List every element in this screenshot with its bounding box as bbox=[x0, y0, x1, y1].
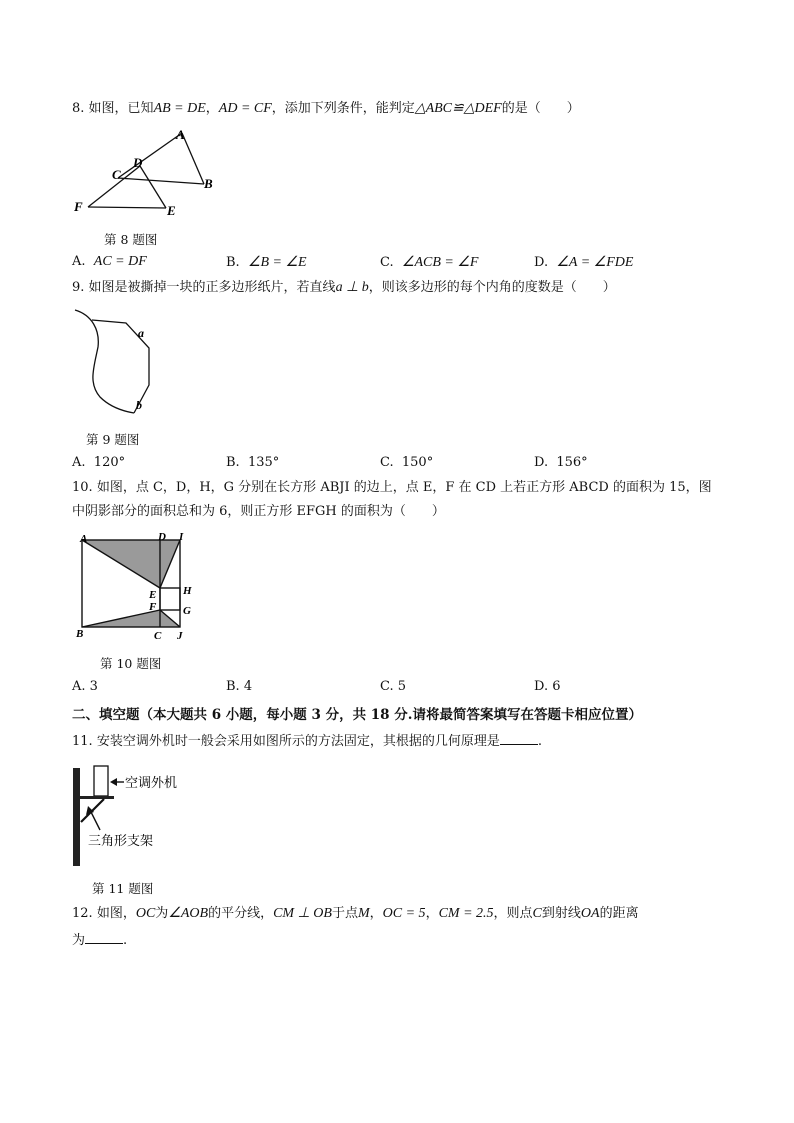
q9-option-b bbox=[226, 455, 279, 470]
q12-text-a: 如图， bbox=[96, 906, 136, 921]
q11-end: . bbox=[537, 734, 542, 749]
section-heading: 二、填空题（本大题共 6 小题，每小题 3 分，共 18 分.请将最简答案填写在答题卡相应位置） bbox=[72, 707, 642, 723]
q8-option-b bbox=[226, 254, 307, 271]
q10-stem-line1 bbox=[72, 479, 712, 497]
q10-option-b bbox=[226, 679, 252, 694]
option-text: ∠A = ∠FDE bbox=[556, 255, 634, 270]
option-text: ∠ACB = ∠F bbox=[401, 255, 479, 270]
q12-math-3: CM ⊥ OB bbox=[273, 906, 332, 921]
q12-text-g: ，则点 bbox=[493, 906, 533, 921]
option-text: 3 bbox=[89, 679, 98, 694]
option-letter: D. bbox=[534, 455, 549, 470]
q10-label-I: I bbox=[179, 531, 184, 543]
q9-number: 9. bbox=[72, 280, 85, 295]
option-text: 4 bbox=[243, 679, 253, 694]
q11-text: 安装空调外机时一般会采用如图所示的方法固定，其根据的几何原理是 bbox=[96, 734, 500, 749]
option-text: 135° bbox=[247, 455, 280, 470]
q12-math-2: ∠AOB bbox=[168, 906, 209, 921]
q8-option-c bbox=[380, 254, 478, 271]
q9-label-a: a bbox=[138, 326, 144, 340]
q8-label-E: E bbox=[167, 203, 176, 218]
q10-option-c bbox=[380, 679, 406, 694]
q8-label-D: D bbox=[133, 155, 143, 170]
q12-text-d: 于点 bbox=[331, 906, 358, 921]
option-letter: B. bbox=[226, 255, 240, 270]
q12-math-5: OC = 5 bbox=[382, 906, 426, 921]
q12-math-1: OC bbox=[135, 906, 156, 921]
q10-label-D: D bbox=[158, 531, 166, 543]
q9-text: 如图是被撕掉一块的正多边形纸片，若直线 bbox=[88, 280, 336, 295]
option-letter: D. bbox=[534, 255, 549, 270]
bracket-top bbox=[80, 796, 114, 799]
q9-label-b: b bbox=[136, 398, 142, 412]
q8-sep: ， bbox=[205, 101, 219, 116]
q11-figure bbox=[68, 762, 218, 870]
q10-text: 如图，点 C，D，H，G 分别在长方形 ABJI 的边上，点 E，F 在 CD 上若正方形 ABCD 的面积为 15，图 bbox=[96, 480, 712, 495]
q10-label-C: C bbox=[154, 630, 162, 642]
q11-label-bracket: 三角形支架 bbox=[88, 834, 154, 849]
q12-stem-line2 bbox=[72, 930, 127, 950]
q12-text-i: 的距离 bbox=[599, 906, 639, 921]
q12-math-6: CM = 2.5 bbox=[438, 906, 494, 921]
q8-label-B: B bbox=[204, 176, 213, 191]
q10-label-J: J bbox=[177, 630, 183, 642]
option-letter: C. bbox=[380, 255, 394, 270]
q12-end: . bbox=[123, 933, 128, 948]
q9-figure bbox=[70, 305, 170, 420]
q12-text-h: 到射线 bbox=[541, 906, 581, 921]
q8-option-a bbox=[72, 254, 147, 270]
q11-answer-blank[interactable] bbox=[500, 731, 538, 745]
q11-caption: 第 11 题图 bbox=[92, 881, 154, 896]
option-text: 6 bbox=[552, 679, 561, 694]
q8-math-2: AD = CF bbox=[218, 101, 272, 116]
option-text: AC = DF bbox=[93, 254, 147, 269]
q8-label-F: F bbox=[74, 199, 83, 214]
q10-option-d bbox=[534, 679, 561, 694]
q10-option-a bbox=[72, 679, 98, 694]
q8-number: 8. bbox=[72, 101, 85, 116]
q10-stem-line2: 中阴影部分的面积总和为 6，则正方形 EFGH 的面积为（ ） bbox=[72, 504, 445, 519]
option-text: 156° bbox=[556, 455, 588, 470]
q10-label-B: B bbox=[76, 628, 84, 640]
q12-math-8: OA bbox=[580, 906, 600, 921]
option-text: 120° bbox=[93, 455, 126, 470]
q8-text: 如图，已知 bbox=[88, 101, 154, 116]
wall bbox=[73, 768, 80, 866]
option-letter: A. bbox=[72, 455, 86, 470]
q9-text-2: ，则该多边形的每个内角的度数是（ ） bbox=[368, 280, 616, 295]
q8-stem bbox=[72, 100, 580, 118]
q11-label-ac: 空调外机 bbox=[125, 776, 178, 791]
q9-option-d bbox=[534, 455, 588, 470]
q9-option-c bbox=[380, 455, 433, 470]
q12-math-7: C bbox=[532, 906, 542, 921]
q12-answer-blank[interactable] bbox=[85, 930, 123, 944]
q12-number: 12. bbox=[72, 906, 93, 921]
q12-stem-line1 bbox=[72, 905, 639, 923]
option-text: 5 bbox=[397, 679, 407, 694]
q8-label-A: A bbox=[176, 128, 185, 142]
q8-caption: 第 8 题图 bbox=[104, 232, 158, 247]
ac-unit bbox=[94, 766, 108, 796]
q8-math-1: AB = DE bbox=[153, 101, 206, 116]
q10-label-H: H bbox=[183, 585, 192, 597]
q11-number: 11. bbox=[72, 734, 93, 749]
q10-label-A: A bbox=[80, 533, 88, 545]
option-text: ∠B = ∠E bbox=[247, 255, 307, 270]
q10-label-G: G bbox=[183, 605, 191, 617]
q8-text-2: ，添加下列条件，能判定 bbox=[271, 101, 415, 116]
q9-math-1: a ⊥ b bbox=[335, 280, 369, 295]
option-letter: B. bbox=[226, 455, 240, 470]
option-letter: D. bbox=[534, 679, 549, 694]
option-letter: A. bbox=[72, 254, 86, 269]
q9-caption: 第 9 题图 bbox=[86, 432, 140, 447]
q10-number: 10. bbox=[72, 480, 93, 495]
q10-label-F: F bbox=[149, 601, 157, 613]
q12-text-e: ， bbox=[369, 906, 383, 921]
q9-stem bbox=[72, 279, 616, 297]
q8-text-3: 的是（ ） bbox=[501, 101, 580, 116]
q10-figure bbox=[72, 530, 202, 645]
q10-label-E: E bbox=[149, 589, 157, 601]
q8-option-d bbox=[534, 254, 633, 271]
q12-math-4: M bbox=[357, 906, 370, 921]
option-letter: C. bbox=[380, 455, 394, 470]
q9-option-a bbox=[72, 455, 125, 470]
q12-text-c: 的平分线， bbox=[208, 906, 274, 921]
q8-label-C: C bbox=[112, 167, 121, 182]
option-text: 150° bbox=[401, 455, 434, 470]
q12-text-f: ， bbox=[425, 906, 439, 921]
q8-math-3: △ABC≌△DEF bbox=[414, 101, 502, 116]
arrow-top-icon bbox=[110, 778, 117, 786]
option-letter: B. bbox=[226, 679, 240, 694]
q12-text-b: 为 bbox=[155, 906, 169, 921]
q8-figure bbox=[70, 128, 220, 223]
q10-caption: 第 10 题图 bbox=[100, 656, 162, 671]
q12-text-line2: 为 bbox=[72, 933, 86, 948]
option-letter: A. bbox=[72, 679, 86, 694]
option-letter: C. bbox=[380, 679, 394, 694]
q11-stem bbox=[72, 731, 542, 751]
